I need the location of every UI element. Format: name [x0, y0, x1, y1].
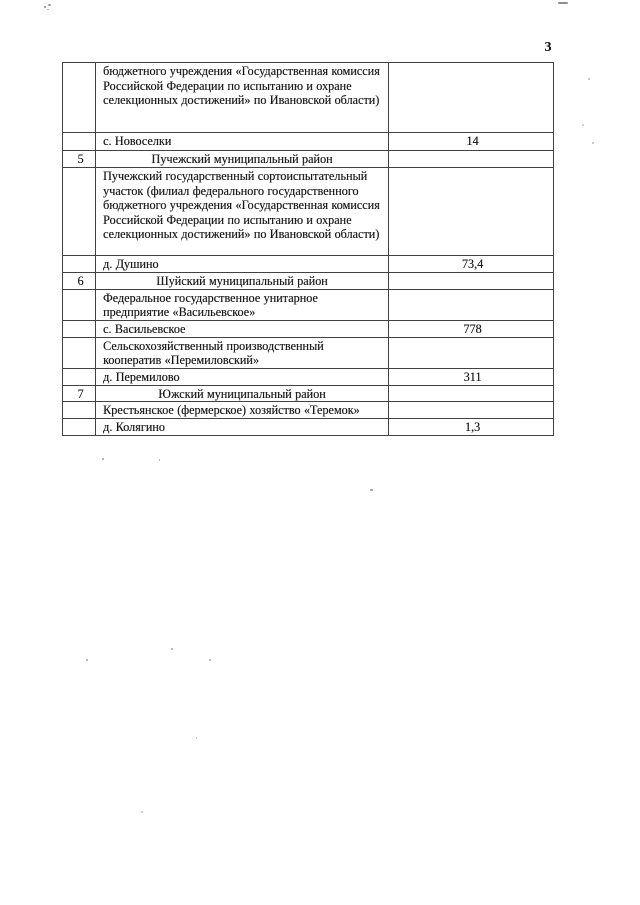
- table-row: [63, 418, 554, 435]
- description-cell: с. Новоселки: [96, 133, 389, 151]
- scan-speckle: [588, 78, 590, 80]
- row-number-cell: 6: [63, 273, 96, 290]
- value-cell: [389, 337, 554, 368]
- row-number-cell: [63, 133, 96, 151]
- table-row-district: [63, 151, 554, 168]
- value-cell: 73,4: [389, 256, 554, 273]
- value-cell: [389, 151, 554, 168]
- table-row: [63, 368, 554, 385]
- description-cell: с. Васильевское: [96, 320, 389, 337]
- row-number-cell: [63, 289, 96, 320]
- scan-speckle: [196, 737, 197, 739]
- value-cell: [389, 289, 554, 320]
- scan-speckle: [47, 9, 49, 10]
- description-cell: д. Душино: [96, 256, 389, 273]
- scan-speckle: [558, 2, 568, 4]
- scan-speckle: [44, 6, 46, 8]
- row-number-cell: [63, 168, 96, 256]
- table-row: [63, 337, 554, 368]
- row-number-cell: [63, 63, 96, 133]
- scan-speckle: [86, 659, 88, 661]
- row-number-cell: [63, 402, 96, 419]
- scan-speckle: [141, 811, 143, 813]
- description-cell: Шуйский муниципальный район: [96, 273, 389, 290]
- table-row: [63, 168, 554, 256]
- description-cell: бюджетного учреждения «Государственная комиссия Российской Федерации по испытанию и охране селекционных достижений» по Ивановской области): [96, 63, 389, 133]
- description-cell: Пучежский муниципальный район: [96, 151, 389, 168]
- table-row-district: [63, 273, 554, 290]
- scan-speckle: [209, 659, 211, 661]
- description-cell: д. Колягино: [96, 418, 389, 435]
- scan-speckle: [159, 459, 160, 461]
- row-number-cell: [63, 418, 96, 435]
- row-number-cell: [63, 320, 96, 337]
- settlements-table: [62, 62, 554, 436]
- description-cell: Южский муниципальный район: [96, 385, 389, 402]
- value-cell: [389, 402, 554, 419]
- value-cell: [389, 273, 554, 290]
- table-row-district: [63, 385, 554, 402]
- table-row: [63, 256, 554, 273]
- row-number-cell: 5: [63, 151, 96, 168]
- row-number-cell: [63, 337, 96, 368]
- scan-speckle: [582, 124, 584, 126]
- row-number-cell: [63, 368, 96, 385]
- table-row: [63, 63, 554, 133]
- table-row: [63, 402, 554, 419]
- value-cell: [389, 385, 554, 402]
- row-number-cell: [63, 256, 96, 273]
- table-row: [63, 289, 554, 320]
- value-cell: 1,3: [389, 418, 554, 435]
- value-cell: [389, 63, 554, 133]
- value-cell: 778: [389, 320, 554, 337]
- scan-speckle: [171, 648, 173, 650]
- description-cell: Пучежский государственный сортоиспытательный участок (филиал федерального государственного бюджетного учреждения «Государственная комиссия Российской Федерации по испытанию и охране селекционных достижений» по Ивановской области): [96, 168, 389, 256]
- table-row: [63, 133, 554, 151]
- scan-speckle: [592, 142, 594, 144]
- scan-speckle: [48, 4, 51, 6]
- description-cell: Крестьянское (фермерское) хозяйство «Теремок»: [96, 402, 389, 419]
- page-number: 3: [544, 40, 552, 55]
- description-cell: д. Перемилово: [96, 368, 389, 385]
- description-cell: Сельскохозяйственный производственный кооператив «Перемиловский»: [96, 337, 389, 368]
- value-cell: 14: [389, 133, 554, 151]
- description-cell: Федеральное государственное унитарное предприятие «Васильевское»: [96, 289, 389, 320]
- table-row: [63, 320, 554, 337]
- row-number-cell: 7: [63, 385, 96, 402]
- value-cell: [389, 168, 554, 256]
- value-cell: 311: [389, 368, 554, 385]
- scan-speckle: [370, 489, 373, 491]
- scan-speckle: [102, 458, 104, 460]
